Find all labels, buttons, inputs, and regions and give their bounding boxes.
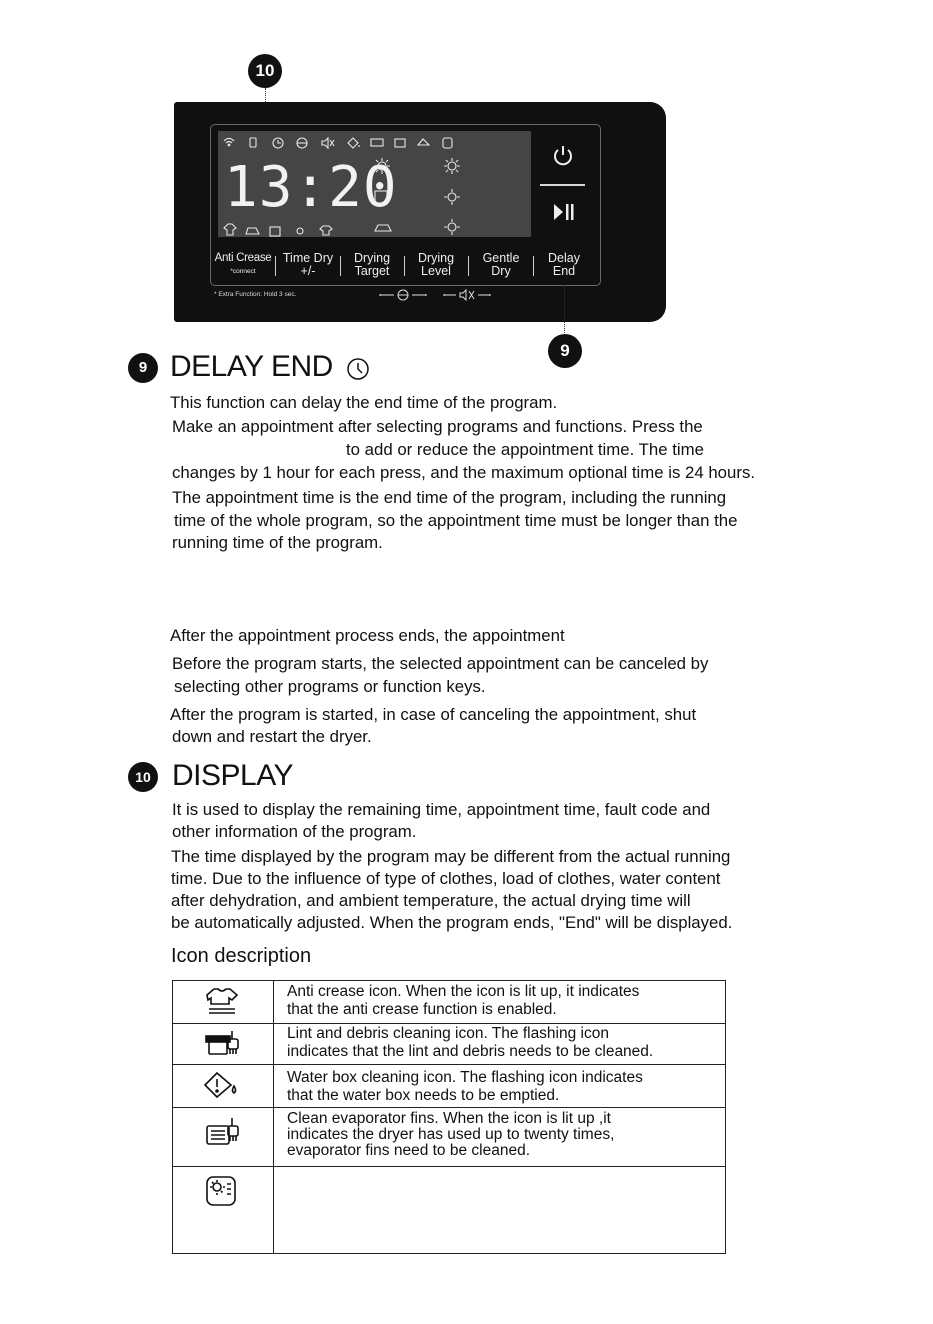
delay-text-line: changes by 1 hour for each press, and the maximum optional time is 24 hours. xyxy=(172,463,755,482)
gentle-dry-button[interactable] xyxy=(471,252,531,278)
clock-icon xyxy=(346,357,370,381)
table-cell-text: Anti crease icon. When the icon is lit up, it indicates that the anti crease function is enabled. xyxy=(287,983,640,1018)
callout-10: 10 xyxy=(248,54,282,88)
table-cell-text: Clean evaporator fins. When the icon is lit up ,it indicates the dryer has used up to twenty times, evaporator fins need to be cleaned. xyxy=(287,1110,615,1159)
shirt-small-icon xyxy=(224,224,236,235)
icon-description-table xyxy=(172,980,726,1254)
time-dry-sub: +/- xyxy=(300,264,316,278)
delay-text-line: The appointment time is the end time of the program, including the running xyxy=(172,488,727,507)
delay-end-button[interactable] xyxy=(535,252,593,278)
sun-small-icon xyxy=(297,228,303,234)
lcd-time-readout: 13:20 xyxy=(224,155,398,220)
section-number-badge: 9 xyxy=(128,353,158,383)
lint-small-icon xyxy=(371,139,383,146)
delay-text-line: time of the whole program, so the appointment time must be longer than the xyxy=(174,511,738,530)
display-text-line: after dehydration, and ambient temperature, the actual drying time will xyxy=(171,891,691,910)
section-title-display: DISPLAY xyxy=(172,759,293,792)
water-box-icon xyxy=(201,1070,245,1105)
clock-small-icon xyxy=(273,138,283,148)
table-cell-text: Lint and debris cleaning icon. The flashing icon indicates that the lint and debris needs to be cleaned. xyxy=(287,1025,654,1060)
delay-end-sub: End xyxy=(552,264,576,278)
anti-crease-icon xyxy=(201,987,243,1022)
callout-9-leader xyxy=(564,285,565,335)
mute-icon xyxy=(322,138,334,148)
dryness-small-icon xyxy=(443,138,452,148)
table-row xyxy=(173,1023,725,1024)
drying-target-label: Drying xyxy=(353,251,391,265)
sun-icon-4 xyxy=(444,219,460,235)
delay-text-line: selecting other programs or function keys. xyxy=(174,677,486,696)
display-text-line: other information of the program. xyxy=(172,822,417,841)
delay-text-line: to add or reduce the appointment time. The time xyxy=(346,440,704,459)
sensor-icon xyxy=(297,138,307,148)
gentle-dry-label: Gentle xyxy=(482,251,520,265)
iron-small-icon xyxy=(246,228,259,234)
delay-text-line: running time of the program. xyxy=(172,533,383,552)
button-separator xyxy=(275,256,276,276)
table-row xyxy=(173,1166,725,1167)
combo-key-icons xyxy=(378,286,498,302)
display-text-line: be automatically adjusted. When the program ends, "End" will be displayed. xyxy=(171,913,733,932)
button-separator xyxy=(404,256,405,276)
extra-function-note: * Extra Function: Hold 3 sec. xyxy=(214,291,297,298)
shirt-small-icon-2 xyxy=(320,226,332,235)
gentle-dry-sub: Dry xyxy=(491,264,511,278)
section-number-badge: 10 xyxy=(128,762,158,792)
table-row xyxy=(173,1064,725,1065)
drying-level-sub: Level xyxy=(421,264,451,278)
iron-icon xyxy=(375,225,391,231)
water-box-small-icon xyxy=(348,138,359,148)
wifi-icon xyxy=(224,139,234,146)
table-column-divider xyxy=(273,981,274,1253)
sun-icon-2 xyxy=(444,158,460,174)
sun-icon-3 xyxy=(444,189,460,205)
table-row xyxy=(173,1107,725,1108)
button-separator xyxy=(468,256,469,276)
section-title-delay-end: DELAY END xyxy=(170,350,333,383)
anti-crease-button[interactable] xyxy=(213,252,273,278)
panel-divider xyxy=(540,184,585,186)
drying-target-button[interactable] xyxy=(343,252,401,278)
display-text-line: It is used to display the remaining time, appointment time, fault code and xyxy=(172,800,711,819)
delay-text-line: After the appointment process ends, the appointment xyxy=(170,626,565,645)
time-dry-label: Time Dry xyxy=(282,251,334,265)
delay-text-line: Before the program starts, the selected appointment can be canceled by xyxy=(172,654,709,673)
button-separator xyxy=(533,256,534,276)
delay-text-line: After the program is started, in case of canceling the appointment, shut xyxy=(170,705,697,724)
delay-text-line: This function can delay the end time of the program. xyxy=(170,393,558,412)
start-pause-icon[interactable] xyxy=(552,202,576,224)
delay-end-label: Delay xyxy=(548,251,580,265)
anti-crease-sub: *connect xyxy=(230,268,256,275)
drying-level-label: Drying xyxy=(417,251,455,265)
display-text-line: The time displayed by the program may be different from the actual running xyxy=(171,847,731,866)
icon-description-heading: Icon description xyxy=(171,945,312,967)
evaporator-fins-icon xyxy=(201,1116,243,1153)
button-separator xyxy=(340,256,341,276)
anti-crease-label: Anti Crease xyxy=(214,252,272,264)
hanging-icon xyxy=(418,139,429,145)
callout-9: 9 xyxy=(548,334,582,368)
dryness-sensor-icon xyxy=(201,1175,241,1212)
drying-level-button[interactable] xyxy=(406,252,466,278)
power-icon[interactable] xyxy=(550,143,576,169)
cupboard-small-icon xyxy=(270,227,280,236)
delay-text-line: Make an appointment after selecting programs and functions. Press the xyxy=(172,417,703,436)
lint-cleaning-icon xyxy=(201,1029,243,1064)
phone-icon xyxy=(250,138,256,147)
fins-small-icon xyxy=(395,139,405,147)
table-cell-text: Water box cleaning icon. The flashing icon indicates that the water box needs to be emptied. xyxy=(287,1069,643,1104)
drying-target-sub: Target xyxy=(354,264,390,278)
delay-text-line: down and restart the dryer. xyxy=(172,727,372,746)
display-text-line: time. Due to the influence of type of clothes, load of clothes, water content xyxy=(171,869,721,888)
time-dry-button[interactable] xyxy=(278,252,338,278)
